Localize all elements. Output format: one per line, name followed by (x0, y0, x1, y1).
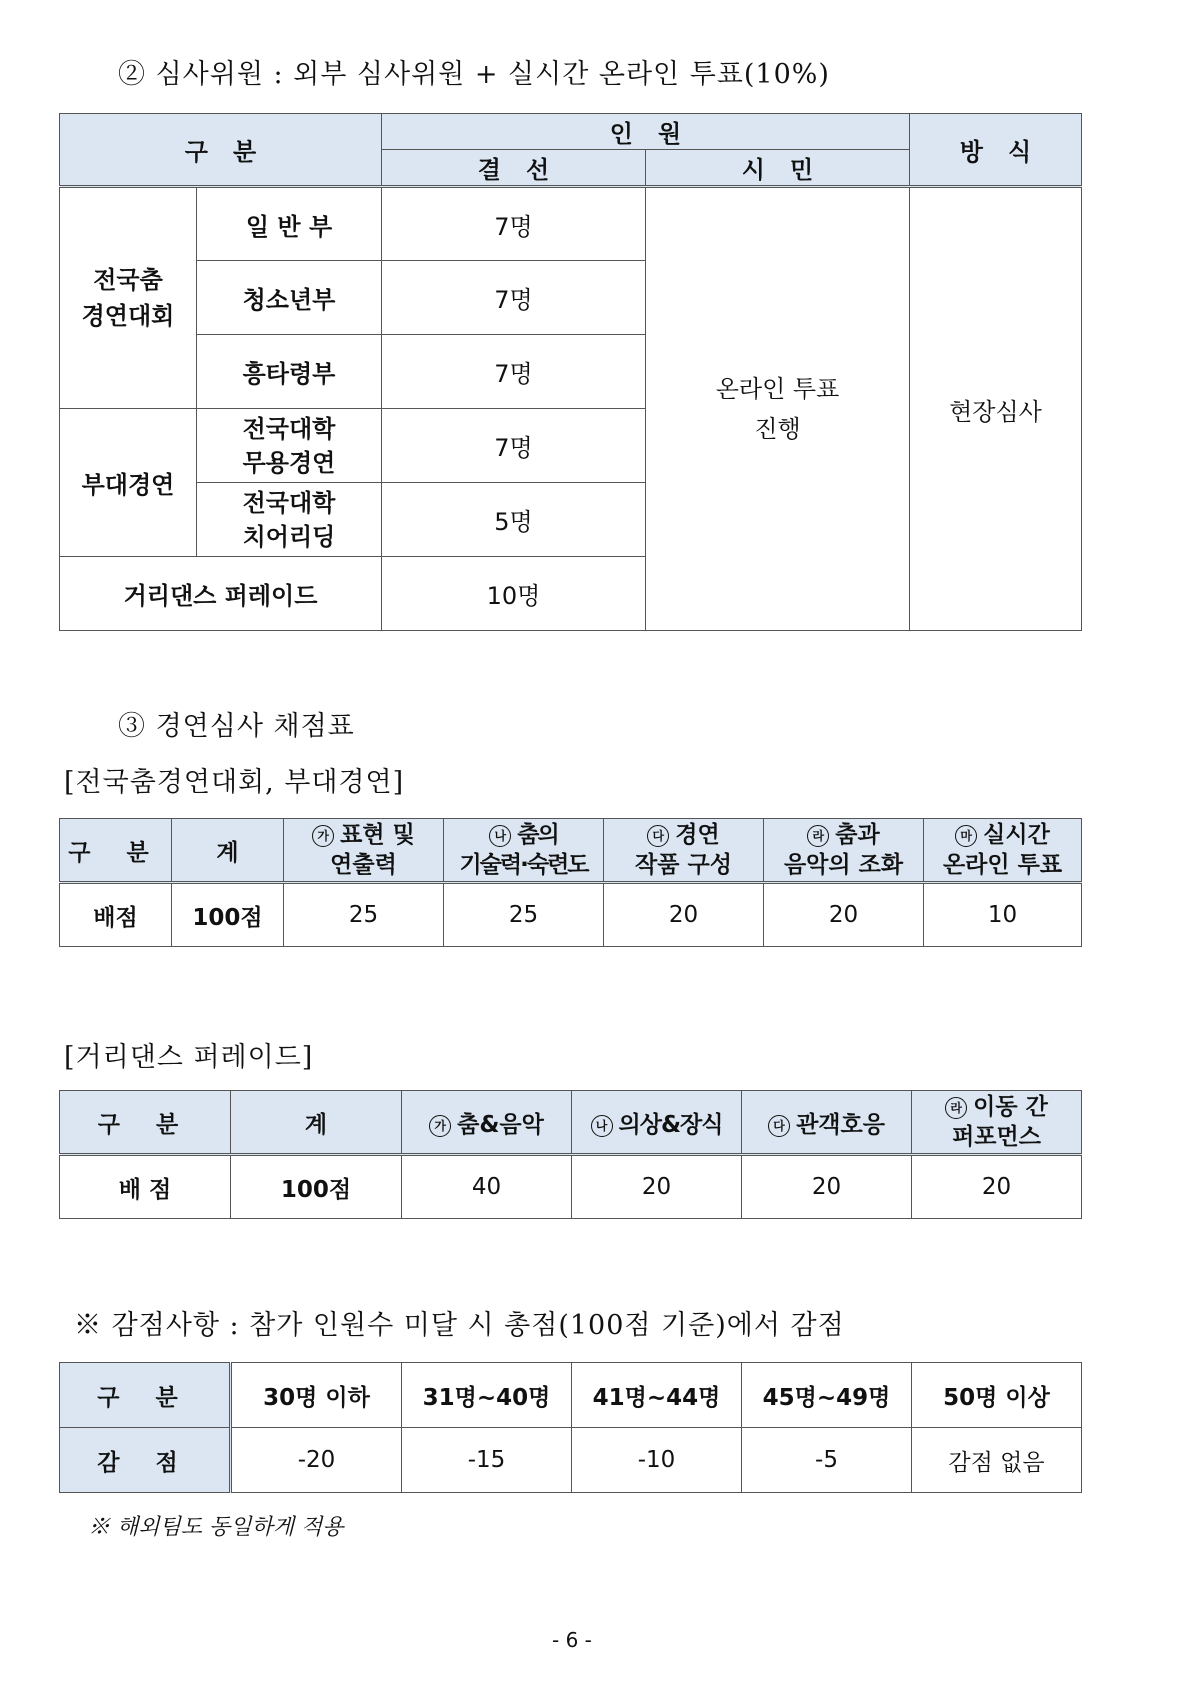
deduction-value: -15 (402, 1428, 572, 1493)
row-name: 전국대학 무용경연 (197, 409, 382, 483)
criteria-header: 라 춤과 음악의 조화 (764, 819, 924, 883)
circled-mark-icon: 라 (807, 825, 829, 847)
row-label: 배 점 (60, 1155, 231, 1219)
row-label: 배점 (60, 883, 172, 947)
header-category: 구 분 (60, 114, 382, 187)
score-cell: 20 (912, 1155, 1082, 1219)
criteria-header: 나 의상&장식 (572, 1091, 742, 1155)
section2-heading: ② 심사위원 : 외부 심사위원 + 실시간 온라인 투표(10%) (118, 59, 830, 90)
criteria-header: 다 경연 작품 구성 (604, 819, 764, 883)
score-cell: 20 (742, 1155, 912, 1219)
deduction-table (59, 1362, 1082, 1493)
judges-table (59, 113, 1082, 631)
score-cell: 25 (444, 883, 604, 947)
criteria-header: 나 춤의 기술력·숙련도 (444, 819, 604, 883)
scoring-subheading-1: [전국춤경연대회, 부대경연] (64, 767, 405, 798)
header-category: 구 분 (60, 1363, 231, 1428)
deduction-heading: ※ 감점사항 : 참가 인원수 미달 시 총점(100점 기준)에서 감점 (74, 1310, 845, 1341)
criteria-header: 마 실시간 온라인 투표 (924, 819, 1082, 883)
deduction-value: -20 (231, 1428, 402, 1493)
score-cell: 40 (402, 1155, 572, 1219)
row-count: 7명 (382, 261, 646, 335)
deduction-value: -10 (572, 1428, 742, 1493)
range-cell: 50명 이상 (912, 1363, 1082, 1428)
group-side-events: 부대경연 (60, 409, 197, 557)
page-number: - 6 - (552, 1628, 592, 1652)
header-total: 계 (231, 1091, 402, 1155)
circled-mark-icon: 나 (591, 1115, 613, 1137)
total-score: 100점 (231, 1155, 402, 1219)
range-cell: 30명 이하 (231, 1363, 402, 1428)
row-count: 7명 (382, 409, 646, 483)
header-people: 인 원 (382, 114, 910, 150)
parade-name: 거리댄스 퍼레이드 (60, 557, 382, 631)
score-cell: 25 (284, 883, 444, 947)
header-method: 방 식 (910, 114, 1082, 187)
row-name: 일 반 부 (197, 187, 382, 261)
row-count: 5명 (382, 483, 646, 557)
range-cell: 41명~44명 (572, 1363, 742, 1428)
row-name: 흥타령부 (197, 335, 382, 409)
header-final: 결 선 (382, 150, 646, 187)
circled-mark-icon: 나 (489, 825, 511, 847)
scoring-subheading-2: [거리댄스 퍼레이드] (64, 1042, 314, 1073)
header-category: 구 분 (60, 1091, 231, 1155)
row-name: 청소년부 (197, 261, 382, 335)
deduction-value: -5 (742, 1428, 912, 1493)
scoring-table-1 (59, 818, 1082, 947)
criteria-header: 가 춤&음악 (402, 1091, 572, 1155)
range-cell: 31명~40명 (402, 1363, 572, 1428)
citizen-value: 온라인 투표 진행 (646, 187, 910, 631)
criteria-header: 라 이동 간 퍼포먼스 (912, 1091, 1082, 1155)
circled-mark-icon: 가 (429, 1115, 451, 1137)
scoring-table-2 (59, 1090, 1082, 1219)
header-total: 계 (172, 819, 284, 883)
range-cell: 45명~49명 (742, 1363, 912, 1428)
row-count: 7명 (382, 335, 646, 409)
circled-mark-icon: 가 (312, 825, 334, 847)
method-value: 현장심사 (910, 187, 1082, 631)
header-citizen: 시 민 (646, 150, 910, 187)
circled-mark-icon: 다 (768, 1115, 790, 1137)
header-category: 구 분 (60, 819, 172, 883)
criteria-header: 가 표현 및 연출력 (284, 819, 444, 883)
section3-heading: ③ 경연심사 채점표 (118, 711, 355, 742)
circled-mark-icon: 마 (955, 825, 977, 847)
deduction-value: 감점 없음 (912, 1428, 1082, 1493)
row-name: 전국대학 치어리딩 (197, 483, 382, 557)
circled-mark-icon: 다 (647, 825, 669, 847)
parade-count: 10명 (382, 557, 646, 631)
score-cell: 10 (924, 883, 1082, 947)
overseas-note: ※ 해외팀도 동일하게 적용 (88, 1515, 344, 1540)
total-score: 100점 (172, 883, 284, 947)
score-cell: 20 (764, 883, 924, 947)
row-count: 7명 (382, 187, 646, 261)
group-national-dance: 전국춤 경연대회 (60, 187, 197, 409)
row-label: 감 점 (60, 1428, 231, 1493)
score-cell: 20 (604, 883, 764, 947)
circled-mark-icon: 라 (945, 1097, 967, 1119)
score-cell: 20 (572, 1155, 742, 1219)
criteria-header: 다 관객호응 (742, 1091, 912, 1155)
